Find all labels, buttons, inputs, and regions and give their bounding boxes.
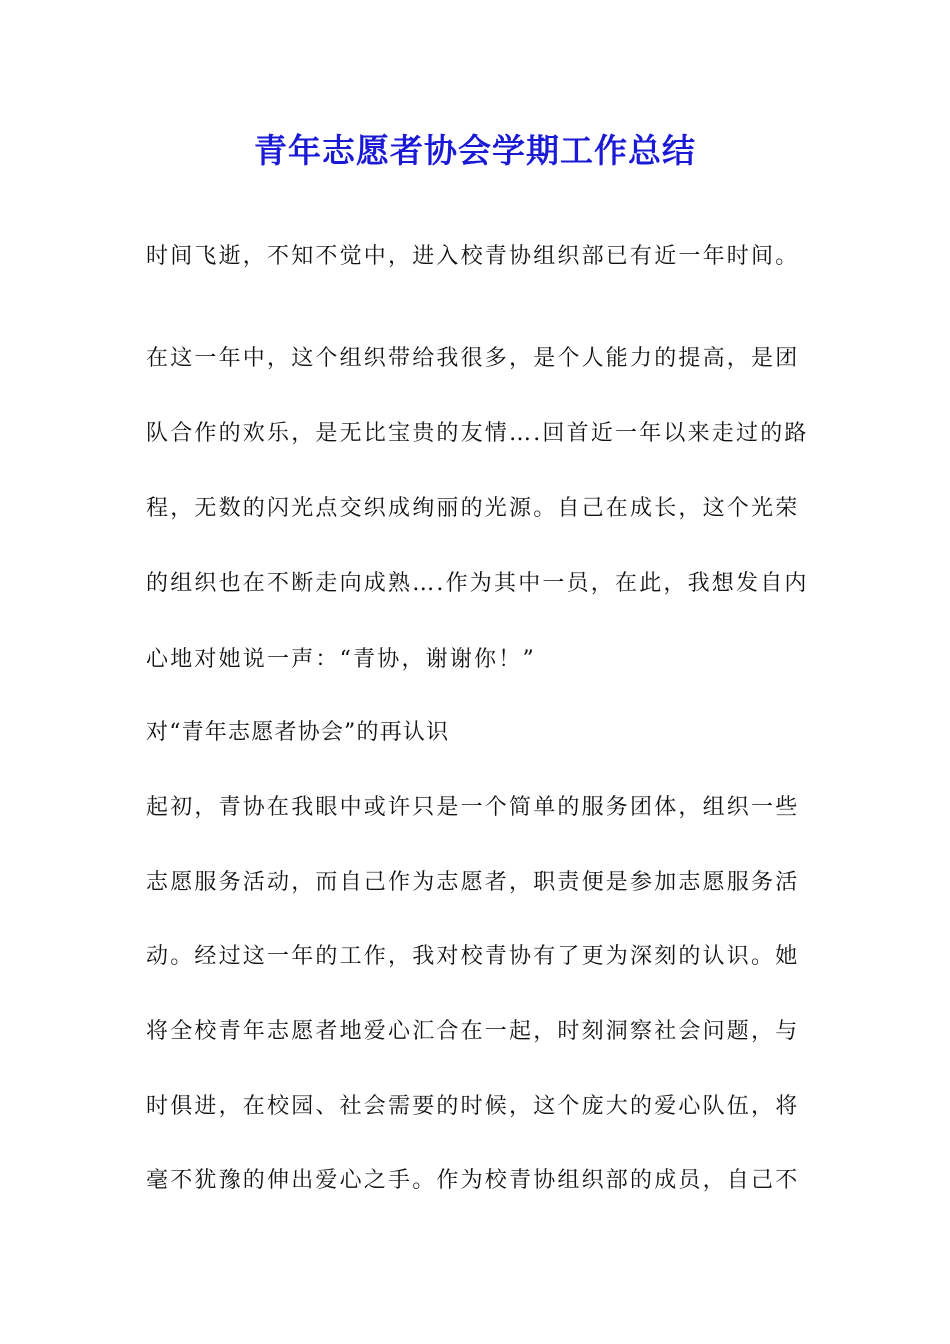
body-line: 动。经过这一年的工作，我对校青协有了更为深刻的认识。她 xyxy=(146,944,800,969)
body-line: 在这一年中，这个组织带给我很多，是个人能力的提高，是团 xyxy=(146,346,800,371)
document-title: 青年志愿者协会学期工作总结 xyxy=(254,131,696,170)
body-line: 时俱进，在校园、社会需要的时候，这个庞大的爱心队伍，将 xyxy=(146,1094,800,1119)
body-line: 队合作的欢乐，是无比宝贵的友情….回首近一年以来走过的路 xyxy=(146,421,809,446)
body-line: 时间飞逝，不知不觉中，进入校青协组织部已有近一年时间。 xyxy=(146,244,800,269)
body-line: 毫不犹豫的伸出爱心之手。作为校青协组织部的成员，自己不 xyxy=(146,1168,800,1193)
body-line: 起初，青协在我眼中或许只是一个简单的服务团体，组织一些 xyxy=(146,795,800,820)
body-line: 志愿服务活动，而自己作为志愿者，职责便是参加志愿服务活 xyxy=(146,870,800,895)
body-line: 的组织也在不断走向成熟….作为其中一员，在此，我想发自内 xyxy=(146,571,809,596)
body-line: 程，无数的闪光点交织成绚丽的光源。自己在成长，这个光荣 xyxy=(146,496,800,521)
body-line: 心地对她说一声：“青协，谢谢你！” xyxy=(146,647,536,672)
body-line: 将全校青年志愿者地爱心汇合在一起，时刻洞察社会问题，与 xyxy=(146,1019,800,1044)
section-heading: 对“青年志愿者协会”的再认识 xyxy=(146,720,450,745)
